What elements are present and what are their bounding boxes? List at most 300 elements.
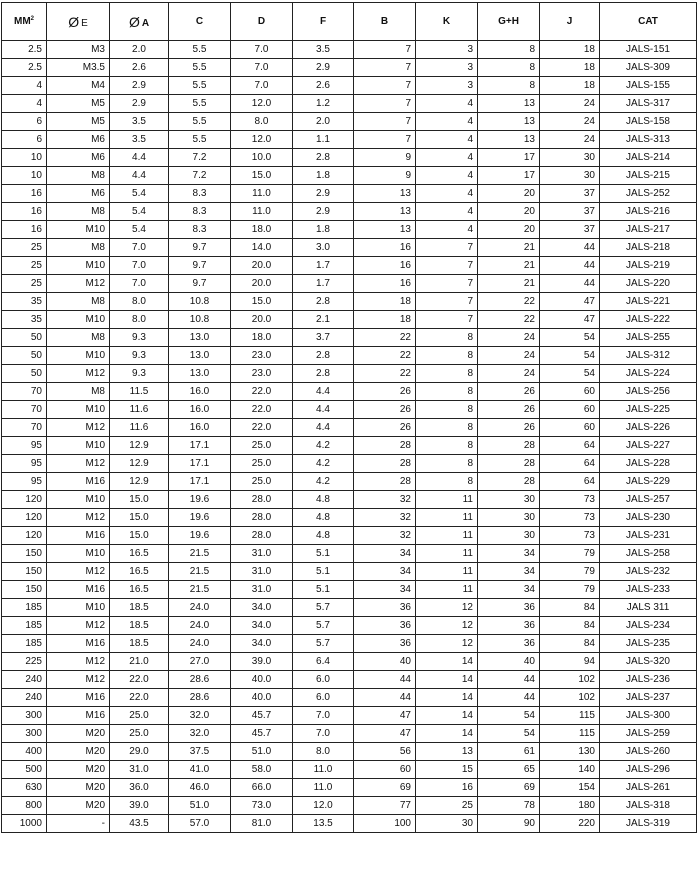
cell-e: M20	[47, 779, 110, 797]
header-cat: CAT	[600, 3, 697, 41]
cell-b: 28	[354, 455, 416, 473]
cell-d: 51.0	[231, 743, 293, 761]
cell-e: M16	[47, 707, 110, 725]
cell-f: 1.7	[293, 275, 354, 293]
header-dia-a: Ø A	[110, 3, 169, 41]
cell-gh: 24	[478, 329, 540, 347]
cell-f: 5.1	[293, 563, 354, 581]
cell-cat: JALS-233	[600, 581, 697, 599]
cell-a: 5.4	[110, 185, 169, 203]
cell-f: 4.4	[293, 419, 354, 437]
cell-cat: JALS-219	[600, 257, 697, 275]
cell-b: 47	[354, 725, 416, 743]
cell-a: 12.9	[110, 473, 169, 491]
cell-d: 28.0	[231, 509, 293, 527]
cell-e: M8	[47, 203, 110, 221]
cell-mm: 630	[2, 779, 47, 797]
cell-j: 44	[540, 257, 600, 275]
cell-d: 7.0	[231, 41, 293, 59]
cell-a: 3.5	[110, 113, 169, 131]
cell-k: 25	[416, 797, 478, 815]
cell-e: M4	[47, 77, 110, 95]
cell-gh: 20	[478, 221, 540, 239]
cell-f: 4.4	[293, 383, 354, 401]
cell-k: 15	[416, 761, 478, 779]
diameter-icon: Ø	[128, 13, 140, 30]
cell-f: 4.8	[293, 491, 354, 509]
cell-e: M8	[47, 239, 110, 257]
header-c: C	[169, 3, 231, 41]
cell-k: 14	[416, 671, 478, 689]
header-k: K	[416, 3, 478, 41]
cell-mm: 6	[2, 131, 47, 149]
cell-j: 18	[540, 77, 600, 95]
table-row	[2, 509, 697, 527]
cell-j: 24	[540, 131, 600, 149]
cell-d: 10.0	[231, 149, 293, 167]
table-row	[2, 329, 697, 347]
cell-mm: 225	[2, 653, 47, 671]
cell-mm: 150	[2, 563, 47, 581]
cell-b: 7	[354, 59, 416, 77]
cell-j: 24	[540, 95, 600, 113]
cell-f: 5.7	[293, 599, 354, 617]
table-row	[2, 671, 697, 689]
cell-a: 11.5	[110, 383, 169, 401]
cell-d: 28.0	[231, 527, 293, 545]
table-row	[2, 401, 697, 419]
cell-b: 9	[354, 167, 416, 185]
cell-gh: 28	[478, 473, 540, 491]
cell-k: 7	[416, 293, 478, 311]
cell-gh: 36	[478, 617, 540, 635]
cell-gh: 69	[478, 779, 540, 797]
cell-j: 84	[540, 635, 600, 653]
cell-j: 94	[540, 653, 600, 671]
cell-mm: 120	[2, 509, 47, 527]
table-row	[2, 581, 697, 599]
cell-f: 2.6	[293, 77, 354, 95]
cell-f: 6.0	[293, 689, 354, 707]
cell-e: M10	[47, 221, 110, 239]
cell-e: M8	[47, 293, 110, 311]
cell-f: 2.9	[293, 203, 354, 221]
table-row	[2, 617, 697, 635]
table-row	[2, 59, 697, 77]
cell-b: 44	[354, 689, 416, 707]
cell-mm: 240	[2, 689, 47, 707]
cell-f: 13.5	[293, 815, 354, 833]
cell-c: 21.5	[169, 563, 231, 581]
cell-k: 12	[416, 635, 478, 653]
cell-d: 34.0	[231, 599, 293, 617]
cell-j: 84	[540, 599, 600, 617]
cell-c: 24.0	[169, 635, 231, 653]
header-row	[2, 3, 697, 41]
cell-j: 47	[540, 293, 600, 311]
cell-mm: 95	[2, 437, 47, 455]
cell-k: 30	[416, 815, 478, 833]
cell-d: 14.0	[231, 239, 293, 257]
cell-e: M20	[47, 761, 110, 779]
cell-c: 28.6	[169, 671, 231, 689]
cell-k: 14	[416, 689, 478, 707]
cell-a: 2.0	[110, 41, 169, 59]
cell-mm: 70	[2, 401, 47, 419]
cell-c: 32.0	[169, 707, 231, 725]
cell-mm: 10	[2, 149, 47, 167]
cell-c: 41.0	[169, 761, 231, 779]
cell-k: 12	[416, 617, 478, 635]
cell-e: M12	[47, 509, 110, 527]
cell-k: 4	[416, 113, 478, 131]
cell-b: 36	[354, 635, 416, 653]
cell-c: 21.5	[169, 581, 231, 599]
cell-d: 31.0	[231, 545, 293, 563]
cell-j: 73	[540, 509, 600, 527]
cell-j: 79	[540, 545, 600, 563]
cell-k: 14	[416, 725, 478, 743]
cell-mm: 95	[2, 455, 47, 473]
cell-k: 4	[416, 149, 478, 167]
cell-b: 26	[354, 401, 416, 419]
cell-b: 100	[354, 815, 416, 833]
cell-d: 39.0	[231, 653, 293, 671]
cell-cat: JALS-234	[600, 617, 697, 635]
cell-a: 43.5	[110, 815, 169, 833]
cell-k: 14	[416, 653, 478, 671]
cell-cat: JALS-257	[600, 491, 697, 509]
cell-k: 11	[416, 527, 478, 545]
cell-c: 10.8	[169, 311, 231, 329]
table-body	[2, 41, 697, 833]
cell-k: 3	[416, 59, 478, 77]
cell-k: 3	[416, 77, 478, 95]
cell-b: 7	[354, 95, 416, 113]
cell-f: 3.5	[293, 41, 354, 59]
cell-d: 25.0	[231, 437, 293, 455]
cell-j: 102	[540, 671, 600, 689]
cell-a: 18.5	[110, 617, 169, 635]
cell-cat: JALS-229	[600, 473, 697, 491]
cell-b: 40	[354, 653, 416, 671]
cell-c: 57.0	[169, 815, 231, 833]
cell-gh: 13	[478, 131, 540, 149]
cell-gh: 26	[478, 419, 540, 437]
cell-a: 4.4	[110, 167, 169, 185]
cell-c: 5.5	[169, 41, 231, 59]
cell-k: 16	[416, 779, 478, 797]
cell-c: 21.5	[169, 545, 231, 563]
table-row	[2, 167, 697, 185]
cell-b: 18	[354, 311, 416, 329]
cell-f: 5.1	[293, 545, 354, 563]
cell-d: 34.0	[231, 617, 293, 635]
cell-e: -	[47, 815, 110, 833]
cell-e: M12	[47, 671, 110, 689]
cell-a: 11.6	[110, 419, 169, 437]
cell-c: 24.0	[169, 617, 231, 635]
cell-c: 19.6	[169, 509, 231, 527]
header-b: B	[354, 3, 416, 41]
cell-d: 31.0	[231, 581, 293, 599]
cell-e: M6	[47, 185, 110, 203]
cell-b: 22	[354, 365, 416, 383]
cell-d: 12.0	[231, 131, 293, 149]
cell-k: 7	[416, 257, 478, 275]
table-row	[2, 131, 697, 149]
cell-a: 18.5	[110, 635, 169, 653]
cell-j: 30	[540, 167, 600, 185]
cell-mm: 150	[2, 545, 47, 563]
cell-cat: JALS-226	[600, 419, 697, 437]
cell-c: 9.7	[169, 257, 231, 275]
cell-gh: 8	[478, 77, 540, 95]
table-row	[2, 239, 697, 257]
table-row	[2, 725, 697, 743]
cell-j: 64	[540, 437, 600, 455]
cell-mm: 50	[2, 329, 47, 347]
cell-mm: 25	[2, 257, 47, 275]
cell-mm: 25	[2, 275, 47, 293]
cell-j: 115	[540, 707, 600, 725]
header-f: F	[293, 3, 354, 41]
cell-d: 34.0	[231, 635, 293, 653]
cell-e: M10	[47, 347, 110, 365]
cell-mm: 400	[2, 743, 47, 761]
cell-f: 4.8	[293, 509, 354, 527]
cell-d: 7.0	[231, 77, 293, 95]
cell-mm: 800	[2, 797, 47, 815]
cell-f: 2.0	[293, 113, 354, 131]
table-row	[2, 563, 697, 581]
cell-d: 20.0	[231, 275, 293, 293]
cell-b: 60	[354, 761, 416, 779]
cell-e: M12	[47, 617, 110, 635]
cell-e: M10	[47, 599, 110, 617]
cell-k: 7	[416, 239, 478, 257]
cell-gh: 30	[478, 509, 540, 527]
cell-d: 25.0	[231, 455, 293, 473]
cell-gh: 28	[478, 455, 540, 473]
table-row	[2, 761, 697, 779]
cell-c: 5.5	[169, 59, 231, 77]
header-d: D	[231, 3, 293, 41]
cell-f: 6.0	[293, 671, 354, 689]
cell-f: 7.0	[293, 707, 354, 725]
cell-k: 8	[416, 473, 478, 491]
cell-c: 8.3	[169, 221, 231, 239]
cell-mm: 120	[2, 527, 47, 545]
cell-k: 4	[416, 95, 478, 113]
cell-cat: JALS-312	[600, 347, 697, 365]
cell-cat: JALS-317	[600, 95, 697, 113]
cell-k: 4	[416, 131, 478, 149]
cell-d: 31.0	[231, 563, 293, 581]
table-row	[2, 221, 697, 239]
table-row	[2, 41, 697, 59]
cell-gh: 36	[478, 635, 540, 653]
cell-e: M5	[47, 95, 110, 113]
table-row	[2, 113, 697, 131]
lug-dimension-table	[1, 2, 697, 833]
cell-b: 28	[354, 437, 416, 455]
cell-f: 7.0	[293, 725, 354, 743]
cell-mm: 4	[2, 77, 47, 95]
cell-j: 64	[540, 455, 600, 473]
cell-cat: JALS-309	[600, 59, 697, 77]
cell-cat: JALS-300	[600, 707, 697, 725]
cell-k: 8	[416, 455, 478, 473]
cell-gh: 8	[478, 41, 540, 59]
cell-b: 16	[354, 275, 416, 293]
cell-e: M12	[47, 275, 110, 293]
table-row	[2, 257, 697, 275]
cell-d: 11.0	[231, 185, 293, 203]
cell-cat: JALS-228	[600, 455, 697, 473]
cell-b: 7	[354, 131, 416, 149]
cell-d: 66.0	[231, 779, 293, 797]
table-row	[2, 203, 697, 221]
cell-cat: JALS-259	[600, 725, 697, 743]
cell-c: 16.0	[169, 383, 231, 401]
header-gh: G+H	[478, 3, 540, 41]
cell-b: 56	[354, 743, 416, 761]
cell-f: 4.8	[293, 527, 354, 545]
table-row	[2, 383, 697, 401]
cell-k: 4	[416, 185, 478, 203]
cell-f: 5.1	[293, 581, 354, 599]
cell-cat: JALS-221	[600, 293, 697, 311]
cell-e: M10	[47, 491, 110, 509]
cell-k: 8	[416, 437, 478, 455]
cell-d: 40.0	[231, 689, 293, 707]
cell-k: 12	[416, 599, 478, 617]
cell-mm: 500	[2, 761, 47, 779]
cell-cat: JALS-231	[600, 527, 697, 545]
cell-f: 4.2	[293, 455, 354, 473]
cell-c: 5.5	[169, 113, 231, 131]
table-row	[2, 797, 697, 815]
cell-a: 2.6	[110, 59, 169, 77]
cell-mm: 50	[2, 347, 47, 365]
cell-c: 13.0	[169, 329, 231, 347]
header-j: J	[540, 3, 600, 41]
cell-cat: JALS-236	[600, 671, 697, 689]
cell-mm: 185	[2, 617, 47, 635]
cell-j: 54	[540, 365, 600, 383]
cell-j: 220	[540, 815, 600, 833]
cell-mm: 10	[2, 167, 47, 185]
cell-c: 7.2	[169, 149, 231, 167]
diameter-icon: Ø	[68, 13, 80, 30]
cell-a: 15.0	[110, 491, 169, 509]
cell-k: 11	[416, 581, 478, 599]
cell-e: M12	[47, 563, 110, 581]
table-row	[2, 311, 697, 329]
cell-b: 32	[354, 491, 416, 509]
cell-c: 13.0	[169, 365, 231, 383]
cell-j: 47	[540, 311, 600, 329]
cell-e: M20	[47, 797, 110, 815]
cell-gh: 61	[478, 743, 540, 761]
header-dia-e: Ø E	[47, 3, 110, 41]
cell-gh: 54	[478, 707, 540, 725]
cell-f: 2.8	[293, 293, 354, 311]
cell-cat: JALS-220	[600, 275, 697, 293]
table-row	[2, 185, 697, 203]
cell-gh: 30	[478, 491, 540, 509]
cell-e: M3	[47, 41, 110, 59]
cell-f: 1.1	[293, 131, 354, 149]
cell-d: 23.0	[231, 365, 293, 383]
cell-a: 7.0	[110, 257, 169, 275]
cell-mm: 120	[2, 491, 47, 509]
cell-mm: 6	[2, 113, 47, 131]
cell-j: 115	[540, 725, 600, 743]
cell-k: 11	[416, 545, 478, 563]
table-row	[2, 293, 697, 311]
table-row	[2, 275, 697, 293]
cell-f: 2.8	[293, 149, 354, 167]
cell-mm: 50	[2, 365, 47, 383]
cell-e: M6	[47, 149, 110, 167]
cell-a: 8.0	[110, 293, 169, 311]
cell-j: 73	[540, 491, 600, 509]
cell-d: 20.0	[231, 311, 293, 329]
table-row	[2, 527, 697, 545]
cell-gh: 22	[478, 311, 540, 329]
cell-b: 34	[354, 581, 416, 599]
cell-j: 73	[540, 527, 600, 545]
cell-cat: JALS-313	[600, 131, 697, 149]
cell-j: 18	[540, 41, 600, 59]
cell-k: 8	[416, 419, 478, 437]
cell-d: 20.0	[231, 257, 293, 275]
cell-d: 22.0	[231, 419, 293, 437]
table-row	[2, 743, 697, 761]
cell-j: 37	[540, 221, 600, 239]
table-row	[2, 707, 697, 725]
cell-a: 8.0	[110, 311, 169, 329]
table-row	[2, 815, 697, 833]
table-row	[2, 635, 697, 653]
cell-e: M16	[47, 635, 110, 653]
cell-d: 25.0	[231, 473, 293, 491]
cell-cat: JALS-320	[600, 653, 697, 671]
cell-k: 11	[416, 491, 478, 509]
cell-k: 7	[416, 311, 478, 329]
cell-c: 17.1	[169, 437, 231, 455]
cell-a: 2.9	[110, 95, 169, 113]
cell-c: 16.0	[169, 419, 231, 437]
cell-a: 5.4	[110, 203, 169, 221]
cell-mm: 240	[2, 671, 47, 689]
cell-cat: JALS-232	[600, 563, 697, 581]
cell-cat: JALS-215	[600, 167, 697, 185]
cell-c: 17.1	[169, 473, 231, 491]
cell-cat: JALS-218	[600, 239, 697, 257]
cell-gh: 78	[478, 797, 540, 815]
table-row	[2, 689, 697, 707]
cell-a: 25.0	[110, 725, 169, 743]
cell-f: 5.7	[293, 617, 354, 635]
cell-c: 5.5	[169, 131, 231, 149]
cell-a: 9.3	[110, 365, 169, 383]
cell-d: 18.0	[231, 221, 293, 239]
cell-k: 4	[416, 167, 478, 185]
cell-f: 12.0	[293, 797, 354, 815]
